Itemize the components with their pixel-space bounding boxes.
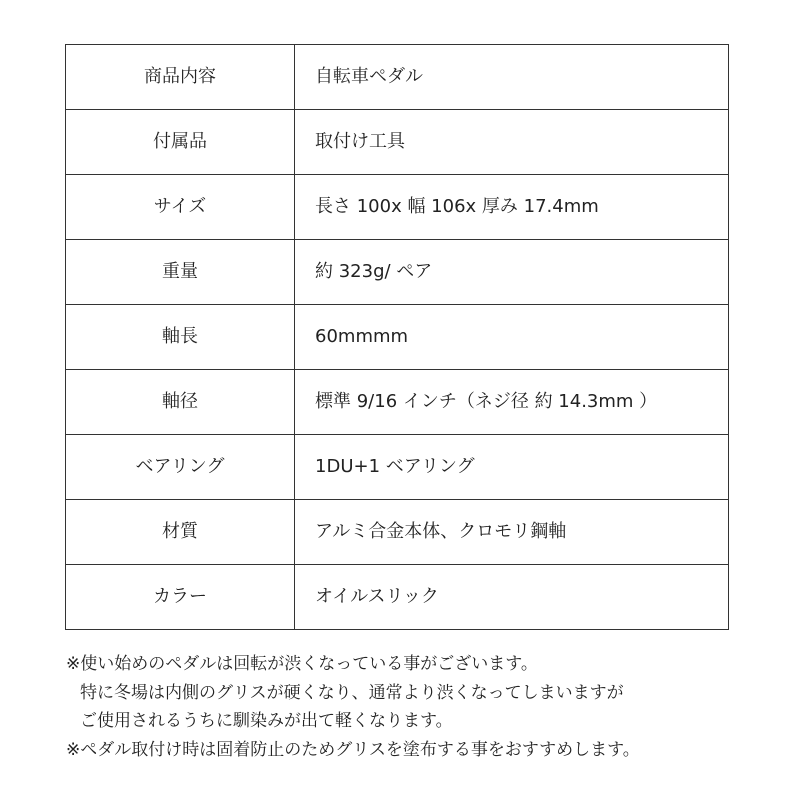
spec-row-color [66, 565, 729, 630]
spec-row-weight [66, 240, 729, 305]
spec-label: 軸長 [66, 305, 295, 370]
spec-row-axle-length [66, 305, 729, 370]
spec-value: 約 323g/ ペア [295, 240, 729, 305]
spec-label: 付属品 [66, 110, 295, 175]
spec-row-accessories [66, 110, 729, 175]
spec-value: 取付け工具 [295, 110, 729, 175]
spec-row-size [66, 175, 729, 240]
spec-row-contents [66, 45, 729, 110]
spec-row-material [66, 500, 729, 565]
spec-value: 自転車ペダル [295, 45, 729, 110]
spec-table [65, 44, 729, 630]
spec-value: 1DU+1 ベアリング [295, 435, 729, 500]
spec-value: 長さ 100x 幅 106x 厚み 17.4mm [295, 175, 729, 240]
spec-value: アルミ合金本体、クロモリ鋼軸 [295, 500, 729, 565]
note-line: ご使用されるうちに馴染みが出て軽くなります。 [80, 711, 453, 731]
spec-label: ベアリング [66, 435, 295, 500]
spec-label: 材質 [66, 500, 295, 565]
note-line: 特に冬場は内側のグリスが硬くなり、通常より渋くなってしまいますが [80, 682, 624, 703]
spec-value: 60mmmm [295, 305, 729, 370]
spec-value: オイルスリック [295, 565, 729, 630]
note-line: ※ペダル取付け時は固着防止のためグリスを塗布する事をおすすめします。 [66, 739, 640, 760]
spec-row-axle-diameter [66, 370, 729, 435]
spec-label: 商品内容 [66, 45, 295, 110]
spec-label: 軸径 [66, 370, 295, 435]
notes [66, 650, 786, 764]
spec-label: サイズ [66, 175, 295, 240]
spec-row-bearing [66, 435, 729, 500]
spec-value: 標準 9/16 インチ（ネジ径 約 14.3mm ） [295, 370, 729, 435]
note-line: ※使い始めのペダルは回転が渋くなっている事がございます。 [66, 654, 538, 674]
spec-label: 重量 [66, 240, 295, 305]
spec-label: カラー [66, 565, 295, 630]
